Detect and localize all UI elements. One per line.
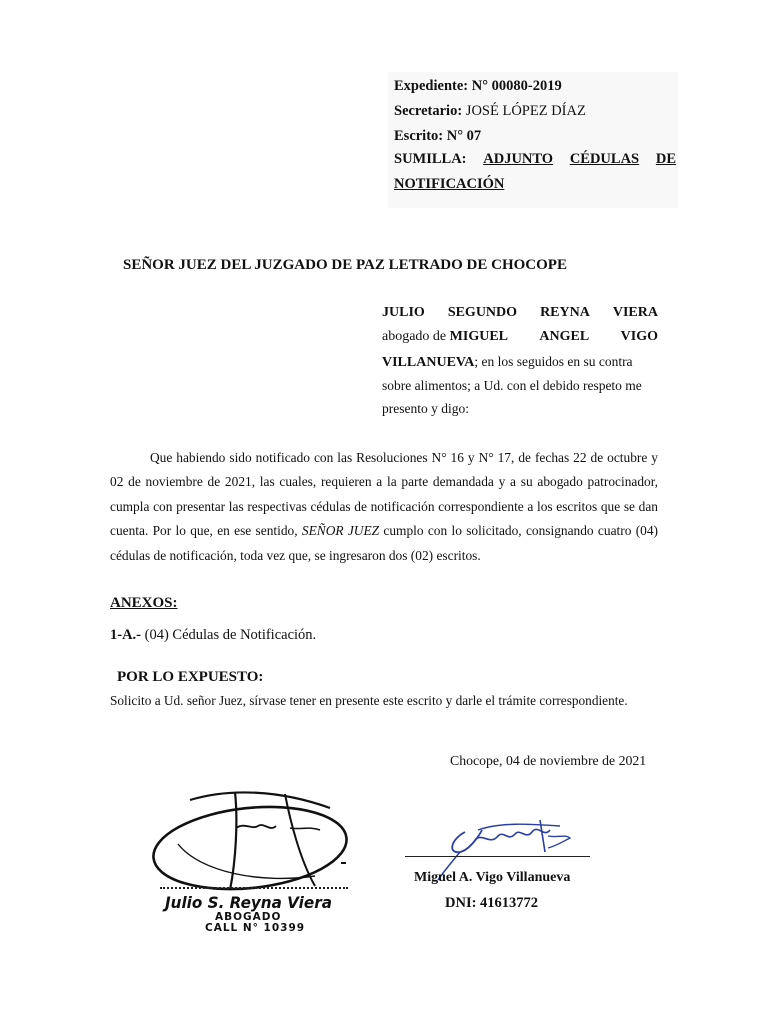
intro-word: VIERA	[612, 305, 658, 320]
intro-word: SEGUNDO	[447, 305, 518, 320]
expediente-label: Expediente:	[394, 78, 469, 94]
intro-word: MIGUEL	[449, 329, 508, 344]
intro-line-2	[382, 329, 658, 345]
anexo-item-text: (04) Cédulas de Notificación.	[144, 627, 317, 643]
body-text-1: Que habiendo sido notificado con las Resoluciones N° 16 y N° 17, de fechas 22 de octubre y 02 de noviembre de 2021, las cuales, requieren a la parte demandada y a su abogado patrocinador, cumpla con presentar las respectivas cédulas de notificación correspondiente a los escritos que se dan cuenta. Por lo que, en ese sentido,	[110, 450, 658, 539]
sumilla-continuation: NOTIFICACIÓN	[394, 176, 505, 192]
intro-prefix-wrap	[382, 329, 508, 345]
intro-word: JULIO	[382, 305, 425, 320]
intro-word: REYNA	[540, 305, 590, 320]
left-signature-icon	[140, 780, 360, 900]
left-signature-line	[160, 887, 348, 889]
intro-word: ANGEL	[539, 329, 590, 344]
body-paragraph	[110, 446, 658, 568]
intro-word: VIGO	[620, 329, 658, 344]
date-line: Chocope, 04 de noviembre de 2021	[450, 753, 647, 768]
expuesto-text: Solicito a Ud. señor Juez, sírvase tener en presente este escrito y darle el trámite correspondiente.	[110, 693, 628, 708]
intro-line-3	[382, 354, 658, 371]
intro-client-surname: VILLANUEVA	[382, 355, 475, 370]
secretario-line	[394, 103, 586, 120]
escrito-value: N° 07	[446, 128, 482, 144]
escrito-label: Escrito:	[394, 128, 444, 144]
signer-name: Miguel A. Vigo Villanueva	[414, 870, 571, 885]
sumilla-word: ADJUNTO	[483, 151, 554, 167]
secretario-value: JOSÉ LÓPEZ DÍAZ	[465, 103, 586, 119]
document-title: SEÑOR JUEZ DEL JUZGADO DE PAZ LETRADO DE CHOCOPE	[123, 257, 567, 273]
expediente-line	[394, 78, 562, 95]
escrito-line	[394, 128, 481, 145]
stamp-name: Julio S. Reyna Viera	[165, 893, 332, 912]
secretario-label: Secretario:	[394, 103, 463, 119]
anexo-item-label: 1-A.-	[110, 627, 142, 643]
sumilla-line	[394, 151, 676, 168]
intro-line-1	[382, 305, 658, 321]
stamp-title: ABOGADO	[215, 911, 282, 923]
sumilla-word: DE	[655, 151, 676, 167]
signer-dni: DNI: 41613772	[445, 895, 539, 911]
body-text-2: cumplo con lo solicitado, consignando cuatro (04) cédulas de notificación, toda vez que, se ingresaron dos (02) escritos.	[110, 523, 659, 563]
intro-line3-rest: ; en los seguidos en su contra	[474, 354, 633, 369]
case-header	[388, 72, 678, 208]
intro-line-4: sobre alimentos; a Ud. con el debido respeto me	[382, 378, 642, 393]
stamp-registration: CALL N° 10399	[205, 922, 306, 934]
intro-prefix: abogado de	[382, 329, 447, 344]
expediente-value: N° 00080-2019	[471, 78, 562, 94]
anexo-item	[110, 627, 316, 644]
right-signature-line	[405, 856, 590, 857]
sumilla-label: SUMILLA:	[394, 151, 467, 167]
expuesto-heading: POR LO EXPUESTO:	[117, 669, 264, 685]
anexos-heading: ANEXOS:	[110, 595, 178, 611]
sumilla-word: CÉDULAS	[569, 151, 640, 167]
body-italic: SEÑOR JUEZ	[301, 523, 380, 539]
intro-line-5: presento y digo:	[382, 401, 469, 416]
